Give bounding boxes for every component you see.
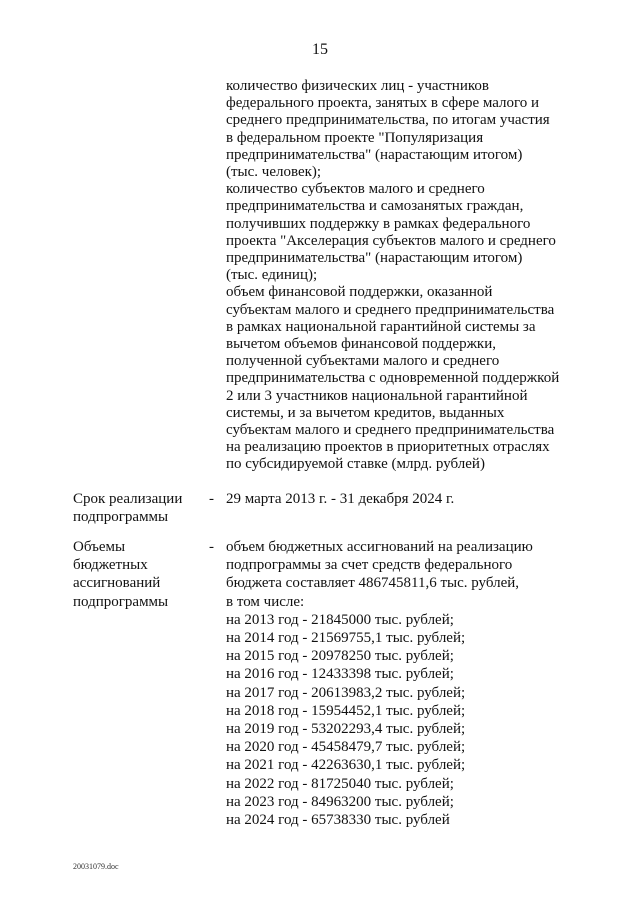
- budget-dash: -: [209, 539, 214, 555]
- budget-year-line: на 2020 год - 45458479,7 тыс. рублей;: [226, 739, 466, 756]
- indicator-line: количество физических лиц - участников: [226, 78, 489, 94]
- indicator-line: получивших поддержку в рамках федерального: [226, 215, 531, 232]
- budget-label-line: Объемы: [73, 539, 126, 555]
- budget-year-line: на 2013 год - 21845000 тыс. рублей;: [226, 611, 454, 628]
- page-number: 15: [312, 41, 328, 58]
- indicator-line: среднего предпринимательства, по итогам участия: [226, 112, 550, 129]
- budget-value-line: подпрограммы за счет средств федерального: [226, 557, 513, 574]
- indicator-line: полученной субъектами малого и среднего: [226, 353, 500, 370]
- budget-year-line: на 2015 год - 20978250 тыс. рублей;: [226, 648, 454, 665]
- budget-year-line: на 2018 год - 15954452,1 тыс. рублей;: [226, 702, 466, 719]
- indicator-line: субъектам малого и среднего предпринимательства: [226, 422, 555, 439]
- indicator-line: проекта "Акселерация субъектов малого и среднего: [226, 232, 556, 249]
- indicator-line: субъектам малого и среднего предпринимательства: [226, 301, 555, 318]
- budget-value-line: бюджета составляет 486745811,6 тыс. рублей,: [226, 575, 520, 592]
- budget-value: [226, 538, 586, 829]
- budget-year-line: на 2024 год - 65738330 тыс. рублей: [226, 812, 450, 829]
- budget-year-line: на 2022 год - 81725040 тыс. рублей;: [226, 775, 454, 792]
- indicator-line: предпринимательства" (нарастающим итогом): [226, 250, 523, 267]
- indicator-line: (тыс. единиц);: [226, 267, 318, 284]
- indicator-line: объем финансовой поддержки, оказанной: [226, 284, 493, 301]
- budget-year-line: на 2017 год - 20613983,2 тыс. рублей;: [226, 684, 466, 701]
- term-dash: -: [209, 491, 214, 507]
- budget-year-line: на 2016 год - 12433398 тыс. рублей;: [226, 666, 454, 683]
- indicator-line: в рамках национальной гарантийной системы за: [226, 318, 536, 335]
- indicator-line: предпринимательства и самозанятых граждан,: [226, 198, 524, 215]
- budget-label-line: бюджетных: [73, 557, 148, 574]
- indicator-line: предпринимательства" (нарастающим итогом): [226, 146, 523, 163]
- budget-label-line: ассигнований: [73, 575, 161, 592]
- budget-year-line: на 2014 год - 21569755,1 тыс. рублей;: [226, 630, 466, 647]
- indicator-line: вычетом объемов финансовой поддержки,: [226, 336, 496, 353]
- indicator-line: (тыс. человек);: [226, 164, 322, 181]
- indicators-block: [226, 78, 586, 474]
- indicator-line: на реализацию проектов в приоритетных отраслях: [226, 439, 550, 456]
- document-code: 20031079.doc: [73, 862, 119, 871]
- indicator-line: предпринимательства с одновременной поддержкой: [226, 370, 560, 387]
- term-label-line: подпрограммы: [73, 509, 169, 526]
- indicator-line: в федеральном проекте "Популяризация: [226, 129, 484, 146]
- budget-label: [73, 538, 203, 611]
- budget-label-line: подпрограммы: [73, 593, 169, 610]
- indicator-line: системы, и за вычетом кредитов, выданных: [226, 404, 505, 421]
- term-label: [73, 490, 203, 526]
- term-value: 29 марта 2013 г. - 31 декабря 2024 г.: [226, 491, 455, 507]
- indicator-line: по субсидируемой ставке (млрд. рублей): [226, 456, 485, 473]
- indicator-line: 2 или 3 участников национальной гарантийной: [226, 387, 528, 404]
- budget-value-line: в том числе:: [226, 593, 305, 610]
- indicator-line: федерального проекта, занятых в сфере малого и: [226, 95, 540, 112]
- term-label-line: Срок реализации: [73, 491, 183, 507]
- budget-year-line: на 2019 год - 53202293,4 тыс. рублей;: [226, 721, 466, 738]
- budget-value-line: объем бюджетных ассигнований на реализацию: [226, 539, 533, 555]
- indicator-line: количество субъектов малого и среднего: [226, 181, 485, 198]
- budget-year-line: на 2023 год - 84963200 тыс. рублей;: [226, 793, 454, 810]
- budget-year-line: на 2021 год - 42263630,1 тыс. рублей;: [226, 757, 466, 774]
